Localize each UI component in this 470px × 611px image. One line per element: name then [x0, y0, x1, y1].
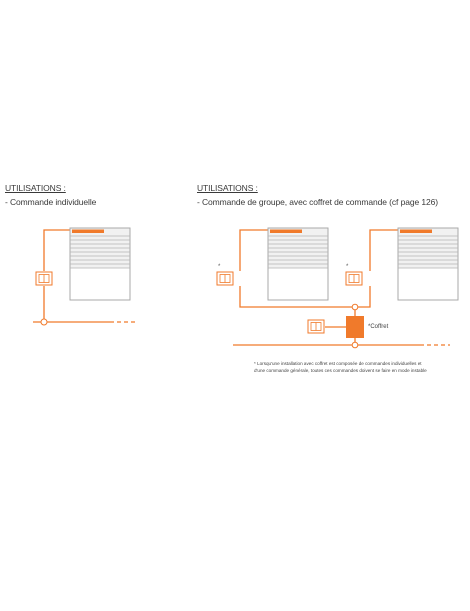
right-subheading: - Commande de groupe, avec coffret de commande (cf page 126)	[197, 197, 438, 207]
control-box-icon	[346, 316, 364, 338]
left-subheading: - Commande individuelle	[5, 197, 97, 207]
left-heading: UTILISATIONS :	[5, 183, 66, 193]
switch-marker-1: *	[218, 264, 221, 270]
right-heading: UTILISATIONS :	[197, 183, 258, 193]
rolling-shutter-icon	[268, 228, 328, 300]
wall-switch-icon	[36, 272, 52, 285]
coffret-label: *Coffret	[368, 324, 389, 330]
rolling-shutter-icon	[398, 228, 458, 300]
footnote-line-2: d'une commande générale, toutes ces commandes doivent se faire en mode instable	[254, 367, 427, 373]
wall-switch-icon	[217, 272, 233, 285]
wall-switch-icon	[346, 272, 362, 285]
wall-switch-icon	[308, 320, 324, 333]
footnote-line-1: * Lorsqu'une installation avec coffret est composée de commandes individuelles et	[254, 361, 422, 366]
switch-marker-2: *	[346, 264, 349, 270]
rolling-shutter-icon	[70, 228, 130, 300]
